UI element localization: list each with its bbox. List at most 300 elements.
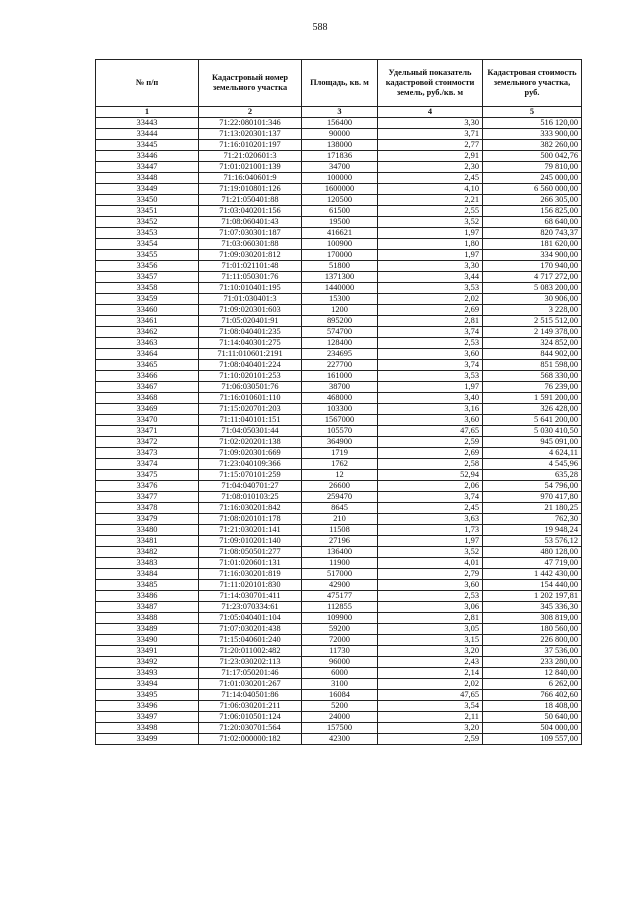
row-index-cell: 33494 xyxy=(96,679,199,690)
table-row xyxy=(96,217,582,228)
unit-value-cell: 1,73 xyxy=(378,525,483,536)
cadastral-number-cell: 71:20:011002:482 xyxy=(199,646,302,657)
table-row xyxy=(96,635,582,646)
cadastral-value-cell: 4 624,11 xyxy=(483,448,582,459)
cadastral-number-cell: 71:01:021001:139 xyxy=(199,162,302,173)
area-cell: 171836 xyxy=(302,151,378,162)
row-index-cell: 33486 xyxy=(96,591,199,602)
table-row xyxy=(96,206,582,217)
table-row xyxy=(96,360,582,371)
table-row xyxy=(96,580,582,591)
cadastral-number-cell: 71:07:030201:438 xyxy=(199,624,302,635)
unit-value-cell: 2,69 xyxy=(378,448,483,459)
unit-value-cell: 1,97 xyxy=(378,536,483,547)
cadastral-value-cell: 5 641 200,00 xyxy=(483,415,582,426)
row-index-cell: 33472 xyxy=(96,437,199,448)
row-index-cell: 33471 xyxy=(96,426,199,437)
area-cell: 103300 xyxy=(302,404,378,415)
area-cell: 8645 xyxy=(302,503,378,514)
area-cell: 156400 xyxy=(302,118,378,129)
row-index-cell: 33497 xyxy=(96,712,199,723)
table-row xyxy=(96,558,582,569)
unit-value-cell: 2,79 xyxy=(378,569,483,580)
row-index-cell: 33469 xyxy=(96,404,199,415)
cadastral-value-cell: 109 557,00 xyxy=(483,734,582,745)
area-cell: 895200 xyxy=(302,316,378,327)
cadastral-number-cell: 71:16:040601:9 xyxy=(199,173,302,184)
unit-value-cell: 2,02 xyxy=(378,679,483,690)
cadastral-number-cell: 71:15:020701:203 xyxy=(199,404,302,415)
cadastral-value-cell: 970 417,80 xyxy=(483,492,582,503)
cadastral-value-cell: 245 000,00 xyxy=(483,173,582,184)
cadastral-value-cell: 53 576,12 xyxy=(483,536,582,547)
table-row xyxy=(96,657,582,668)
cadastral-value-cell: 6 262,00 xyxy=(483,679,582,690)
unit-value-cell: 1,97 xyxy=(378,250,483,261)
cadastral-number-cell: 71:08:040401:235 xyxy=(199,327,302,338)
cadastral-value-cell: 180 560,00 xyxy=(483,624,582,635)
row-index-cell: 33457 xyxy=(96,272,199,283)
area-cell: 136400 xyxy=(302,547,378,558)
unit-value-cell: 3,53 xyxy=(378,283,483,294)
unit-value-cell: 3,60 xyxy=(378,415,483,426)
cadastral-value-cell: 19 948,24 xyxy=(483,525,582,536)
unit-value-cell: 2,91 xyxy=(378,151,483,162)
table-row xyxy=(96,426,582,437)
row-index-cell: 33459 xyxy=(96,294,199,305)
row-index-cell: 33493 xyxy=(96,668,199,679)
cadastral-number-cell: 71:04:050301:44 xyxy=(199,426,302,437)
cadastral-number-cell: 71:23:040109:366 xyxy=(199,459,302,470)
row-index-cell: 33492 xyxy=(96,657,199,668)
cadastral-value-cell: 18 408,00 xyxy=(483,701,582,712)
cadastral-number-cell: 71:11:010601:2191 xyxy=(199,349,302,360)
area-cell: 475177 xyxy=(302,591,378,602)
row-index-cell: 33481 xyxy=(96,536,199,547)
unit-value-cell: 4,01 xyxy=(378,558,483,569)
table-row xyxy=(96,272,582,283)
cadastral-number-cell: 71:21:020601:3 xyxy=(199,151,302,162)
area-cell: 170000 xyxy=(302,250,378,261)
row-index-cell: 33464 xyxy=(96,349,199,360)
table-row xyxy=(96,283,582,294)
area-cell: 112855 xyxy=(302,602,378,613)
cadastral-value-cell: 154 440,00 xyxy=(483,580,582,591)
row-index-cell: 33465 xyxy=(96,360,199,371)
unit-value-cell: 1,80 xyxy=(378,239,483,250)
table-row xyxy=(96,140,582,151)
cadastral-value-cell: 766 402,60 xyxy=(483,690,582,701)
row-index-cell: 33480 xyxy=(96,525,199,536)
table-row xyxy=(96,250,582,261)
unit-value-cell: 3,63 xyxy=(378,514,483,525)
area-cell: 72000 xyxy=(302,635,378,646)
unit-value-cell: 3,52 xyxy=(378,217,483,228)
table-row xyxy=(96,613,582,624)
table-row xyxy=(96,470,582,481)
area-cell: 210 xyxy=(302,514,378,525)
cadastral-value-cell: 266 305,00 xyxy=(483,195,582,206)
cadastral-value-cell: 2 149 378,00 xyxy=(483,327,582,338)
cadastral-number-cell: 71:22:080101:346 xyxy=(199,118,302,129)
cadastral-number-cell: 71:16:030201:819 xyxy=(199,569,302,580)
table-row xyxy=(96,327,582,338)
cadastral-number-cell: 71:06:010501:124 xyxy=(199,712,302,723)
cadastral-value-cell: 79 810,00 xyxy=(483,162,582,173)
row-index-cell: 33499 xyxy=(96,734,199,745)
row-index-cell: 33476 xyxy=(96,481,199,492)
table-row xyxy=(96,646,582,657)
unit-value-cell: 3,40 xyxy=(378,393,483,404)
column-number-row xyxy=(96,107,582,118)
area-cell: 11900 xyxy=(302,558,378,569)
land-cadastral-table xyxy=(95,59,582,745)
header-unit-value: Удельный показатель кадастровой стоимости земель, руб./кв. м xyxy=(378,60,483,107)
area-cell: 109900 xyxy=(302,613,378,624)
table-row xyxy=(96,261,582,272)
cadastral-value-cell: 3 228,00 xyxy=(483,305,582,316)
unit-value-cell: 2,14 xyxy=(378,668,483,679)
row-index-cell: 33452 xyxy=(96,217,199,228)
area-cell: 6000 xyxy=(302,668,378,679)
area-cell: 1440000 xyxy=(302,283,378,294)
table-row xyxy=(96,393,582,404)
cadastral-value-cell: 54 796,00 xyxy=(483,481,582,492)
cadastral-number-cell: 71:08:040401:224 xyxy=(199,360,302,371)
area-cell: 96000 xyxy=(302,657,378,668)
cadastral-value-cell: 68 640,00 xyxy=(483,217,582,228)
cadastral-number-cell: 71:09:010201:140 xyxy=(199,536,302,547)
row-index-cell: 33470 xyxy=(96,415,199,426)
cadastral-value-cell: 1 442 430,00 xyxy=(483,569,582,580)
area-cell: 1762 xyxy=(302,459,378,470)
area-cell: 90000 xyxy=(302,129,378,140)
cadastral-number-cell: 71:03:060301:88 xyxy=(199,239,302,250)
cadastral-value-cell: 945 091,00 xyxy=(483,437,582,448)
cadastral-number-cell: 71:17:050201:46 xyxy=(199,668,302,679)
area-cell: 19500 xyxy=(302,217,378,228)
cadastral-number-cell: 71:11:040101:151 xyxy=(199,415,302,426)
cadastral-number-cell: 71:07:030301:187 xyxy=(199,228,302,239)
area-cell: 11730 xyxy=(302,646,378,657)
cadastral-value-cell: 635,28 xyxy=(483,470,582,481)
table-body xyxy=(96,118,582,745)
column-number: 1 xyxy=(96,107,199,118)
row-index-cell: 33473 xyxy=(96,448,199,459)
row-index-cell: 33496 xyxy=(96,701,199,712)
area-cell: 1567000 xyxy=(302,415,378,426)
area-cell: 38700 xyxy=(302,382,378,393)
cadastral-value-cell: 233 280,00 xyxy=(483,657,582,668)
cadastral-number-cell: 71:10:010401:195 xyxy=(199,283,302,294)
row-index-cell: 33448 xyxy=(96,173,199,184)
cadastral-value-cell: 382 260,00 xyxy=(483,140,582,151)
header-area: Площадь, кв. м xyxy=(302,60,378,107)
table-row xyxy=(96,503,582,514)
area-cell: 5200 xyxy=(302,701,378,712)
cadastral-number-cell: 71:08:060401:43 xyxy=(199,217,302,228)
table-row xyxy=(96,690,582,701)
row-index-cell: 33461 xyxy=(96,316,199,327)
cadastral-number-cell: 71:09:020301:603 xyxy=(199,305,302,316)
unit-value-cell: 2,06 xyxy=(378,481,483,492)
unit-value-cell: 3,05 xyxy=(378,624,483,635)
table-row xyxy=(96,239,582,250)
row-index-cell: 33450 xyxy=(96,195,199,206)
table-row xyxy=(96,228,582,239)
area-cell: 26600 xyxy=(302,481,378,492)
unit-value-cell: 2,02 xyxy=(378,294,483,305)
cadastral-number-cell: 71:01:021101:48 xyxy=(199,261,302,272)
cadastral-value-cell: 50 640,00 xyxy=(483,712,582,723)
area-cell: 42300 xyxy=(302,734,378,745)
row-index-cell: 33485 xyxy=(96,580,199,591)
cadastral-number-cell: 71:16:010201:197 xyxy=(199,140,302,151)
cadastral-number-cell: 71:05:020401:91 xyxy=(199,316,302,327)
cadastral-number-cell: 71:21:050401:88 xyxy=(199,195,302,206)
unit-value-cell: 47,65 xyxy=(378,690,483,701)
table-row xyxy=(96,459,582,470)
unit-value-cell: 2,81 xyxy=(378,613,483,624)
cadastral-number-cell: 71:02:020201:138 xyxy=(199,437,302,448)
unit-value-cell: 3,54 xyxy=(378,701,483,712)
unit-value-cell: 2,45 xyxy=(378,173,483,184)
row-index-cell: 33456 xyxy=(96,261,199,272)
row-index-cell: 33462 xyxy=(96,327,199,338)
cadastral-value-cell: 37 536,00 xyxy=(483,646,582,657)
cadastral-number-cell: 71:08:050501:277 xyxy=(199,547,302,558)
unit-value-cell: 2,58 xyxy=(378,459,483,470)
cadastral-number-cell: 71:21:030201:141 xyxy=(199,525,302,536)
row-index-cell: 33487 xyxy=(96,602,199,613)
table-row xyxy=(96,162,582,173)
table-row xyxy=(96,712,582,723)
area-cell: 128400 xyxy=(302,338,378,349)
area-cell: 24000 xyxy=(302,712,378,723)
area-cell: 138000 xyxy=(302,140,378,151)
row-index-cell: 33474 xyxy=(96,459,199,470)
row-index-cell: 33445 xyxy=(96,140,199,151)
row-index-cell: 33478 xyxy=(96,503,199,514)
unit-value-cell: 2,21 xyxy=(378,195,483,206)
cadastral-value-cell: 4 545,96 xyxy=(483,459,582,470)
row-index-cell: 33491 xyxy=(96,646,199,657)
cadastral-value-cell: 516 120,00 xyxy=(483,118,582,129)
unit-value-cell: 3,06 xyxy=(378,602,483,613)
table-row xyxy=(96,701,582,712)
row-index-cell: 33479 xyxy=(96,514,199,525)
unit-value-cell: 3,30 xyxy=(378,118,483,129)
cadastral-number-cell: 71:08:020101:178 xyxy=(199,514,302,525)
column-number: 2 xyxy=(199,107,302,118)
cadastral-value-cell: 5 030 410,50 xyxy=(483,426,582,437)
row-index-cell: 33467 xyxy=(96,382,199,393)
cadastral-value-cell: 500 042,76 xyxy=(483,151,582,162)
row-index-cell: 33455 xyxy=(96,250,199,261)
row-index-cell: 33460 xyxy=(96,305,199,316)
row-index-cell: 33490 xyxy=(96,635,199,646)
area-cell: 51800 xyxy=(302,261,378,272)
cadastral-value-cell: 226 800,00 xyxy=(483,635,582,646)
cadastral-number-cell: 71:01:020601:131 xyxy=(199,558,302,569)
cadastral-value-cell: 334 900,00 xyxy=(483,250,582,261)
row-index-cell: 33453 xyxy=(96,228,199,239)
table-row xyxy=(96,338,582,349)
area-cell: 100900 xyxy=(302,239,378,250)
cadastral-number-cell: 71:01:030201:267 xyxy=(199,679,302,690)
row-index-cell: 33477 xyxy=(96,492,199,503)
cadastral-number-cell: 71:13:020301:137 xyxy=(199,129,302,140)
unit-value-cell: 3,44 xyxy=(378,272,483,283)
area-cell: 364900 xyxy=(302,437,378,448)
unit-value-cell: 2,69 xyxy=(378,305,483,316)
unit-value-cell: 3,30 xyxy=(378,261,483,272)
table-row xyxy=(96,668,582,679)
area-cell: 61500 xyxy=(302,206,378,217)
row-index-cell: 33498 xyxy=(96,723,199,734)
table-row xyxy=(96,481,582,492)
table-row xyxy=(96,525,582,536)
row-index-cell: 33468 xyxy=(96,393,199,404)
unit-value-cell: 2,11 xyxy=(378,712,483,723)
cadastral-value-cell: 21 180,25 xyxy=(483,503,582,514)
cadastral-value-cell: 504 000,00 xyxy=(483,723,582,734)
unit-value-cell: 3,20 xyxy=(378,723,483,734)
header-cadastral-number: Кадастровый номер земельного участка xyxy=(199,60,302,107)
cadastral-number-cell: 71:06:030201:211 xyxy=(199,701,302,712)
cadastral-value-cell: 326 428,00 xyxy=(483,404,582,415)
table-row xyxy=(96,415,582,426)
cadastral-value-cell: 12 840,00 xyxy=(483,668,582,679)
area-cell: 1600000 xyxy=(302,184,378,195)
unit-value-cell: 1,97 xyxy=(378,382,483,393)
table-row xyxy=(96,382,582,393)
area-cell: 12 xyxy=(302,470,378,481)
area-cell: 27196 xyxy=(302,536,378,547)
table-row xyxy=(96,514,582,525)
cadastral-number-cell: 71:23:070334:61 xyxy=(199,602,302,613)
row-index-cell: 33482 xyxy=(96,547,199,558)
table-row xyxy=(96,448,582,459)
area-cell: 3100 xyxy=(302,679,378,690)
table-row xyxy=(96,173,582,184)
table-row xyxy=(96,569,582,580)
cadastral-value-cell: 568 330,00 xyxy=(483,371,582,382)
unit-value-cell: 2,30 xyxy=(378,162,483,173)
unit-value-cell: 3,52 xyxy=(378,547,483,558)
table-row xyxy=(96,492,582,503)
cadastral-value-cell: 1 202 197,81 xyxy=(483,591,582,602)
area-cell: 120500 xyxy=(302,195,378,206)
cadastral-value-cell: 1 591 200,00 xyxy=(483,393,582,404)
area-cell: 1719 xyxy=(302,448,378,459)
cadastral-value-cell: 156 825,00 xyxy=(483,206,582,217)
cadastral-number-cell: 71:01:030401:3 xyxy=(199,294,302,305)
unit-value-cell: 3,20 xyxy=(378,646,483,657)
cadastral-number-cell: 71:15:040601:240 xyxy=(199,635,302,646)
unit-value-cell: 3,15 xyxy=(378,635,483,646)
column-number: 3 xyxy=(302,107,378,118)
cadastral-value-cell: 47 719,00 xyxy=(483,558,582,569)
cadastral-value-cell: 324 852,00 xyxy=(483,338,582,349)
cadastral-number-cell: 71:16:030201:842 xyxy=(199,503,302,514)
header-cadastral-value: Кадастровая стоимость земельного участка, руб. xyxy=(483,60,582,107)
cadastral-value-cell: 333 900,00 xyxy=(483,129,582,140)
table-row xyxy=(96,602,582,613)
cadastral-value-cell: 762,30 xyxy=(483,514,582,525)
table-row xyxy=(96,624,582,635)
table-row xyxy=(96,118,582,129)
cadastral-number-cell: 71:11:050301:76 xyxy=(199,272,302,283)
unit-value-cell: 3,60 xyxy=(378,580,483,591)
column-number: 4 xyxy=(378,107,483,118)
row-index-cell: 33483 xyxy=(96,558,199,569)
cadastral-value-cell: 76 239,00 xyxy=(483,382,582,393)
cadastral-number-cell: 71:15:070101:259 xyxy=(199,470,302,481)
cadastral-value-cell: 480 128,00 xyxy=(483,547,582,558)
row-index-cell: 33451 xyxy=(96,206,199,217)
unit-value-cell: 1,97 xyxy=(378,228,483,239)
table-row xyxy=(96,316,582,327)
area-cell: 59200 xyxy=(302,624,378,635)
cadastral-number-cell: 71:06:030501:76 xyxy=(199,382,302,393)
table-row xyxy=(96,184,582,195)
table-row xyxy=(96,305,582,316)
row-index-cell: 33466 xyxy=(96,371,199,382)
table-row xyxy=(96,294,582,305)
row-index-cell: 33454 xyxy=(96,239,199,250)
row-index-cell: 33449 xyxy=(96,184,199,195)
cadastral-value-cell: 2 515 512,00 xyxy=(483,316,582,327)
row-index-cell: 33447 xyxy=(96,162,199,173)
unit-value-cell: 2,81 xyxy=(378,316,483,327)
row-index-cell: 33458 xyxy=(96,283,199,294)
cadastral-value-cell: 844 902,00 xyxy=(483,349,582,360)
row-index-cell: 33444 xyxy=(96,129,199,140)
table-row xyxy=(96,349,582,360)
area-cell: 259470 xyxy=(302,492,378,503)
row-index-cell: 33488 xyxy=(96,613,199,624)
row-index-cell: 33463 xyxy=(96,338,199,349)
table-row xyxy=(96,723,582,734)
cadastral-value-cell: 308 819,00 xyxy=(483,613,582,624)
unit-value-cell: 2,77 xyxy=(378,140,483,151)
area-cell: 416621 xyxy=(302,228,378,239)
cadastral-number-cell: 71:14:040301:275 xyxy=(199,338,302,349)
cadastral-value-cell: 5 083 200,00 xyxy=(483,283,582,294)
table-row xyxy=(96,734,582,745)
unit-value-cell: 2,45 xyxy=(378,503,483,514)
unit-value-cell: 3,74 xyxy=(378,360,483,371)
header-index: № п/п xyxy=(96,60,199,107)
unit-value-cell: 2,59 xyxy=(378,734,483,745)
cadastral-value-cell: 30 906,00 xyxy=(483,294,582,305)
area-cell: 517000 xyxy=(302,569,378,580)
cadastral-value-cell: 181 620,00 xyxy=(483,239,582,250)
cadastral-value-cell: 820 743,37 xyxy=(483,228,582,239)
cadastral-number-cell: 71:09:020301:669 xyxy=(199,448,302,459)
row-index-cell: 33443 xyxy=(96,118,199,129)
cadastral-number-cell: 71:14:030701:411 xyxy=(199,591,302,602)
area-cell: 105570 xyxy=(302,426,378,437)
table-row xyxy=(96,679,582,690)
unit-value-cell: 2,59 xyxy=(378,437,483,448)
area-cell: 15300 xyxy=(302,294,378,305)
cadastral-number-cell: 71:19:010801:126 xyxy=(199,184,302,195)
cadastral-value-cell: 345 336,30 xyxy=(483,602,582,613)
cadastral-number-cell: 71:14:040501:86 xyxy=(199,690,302,701)
area-cell: 157500 xyxy=(302,723,378,734)
